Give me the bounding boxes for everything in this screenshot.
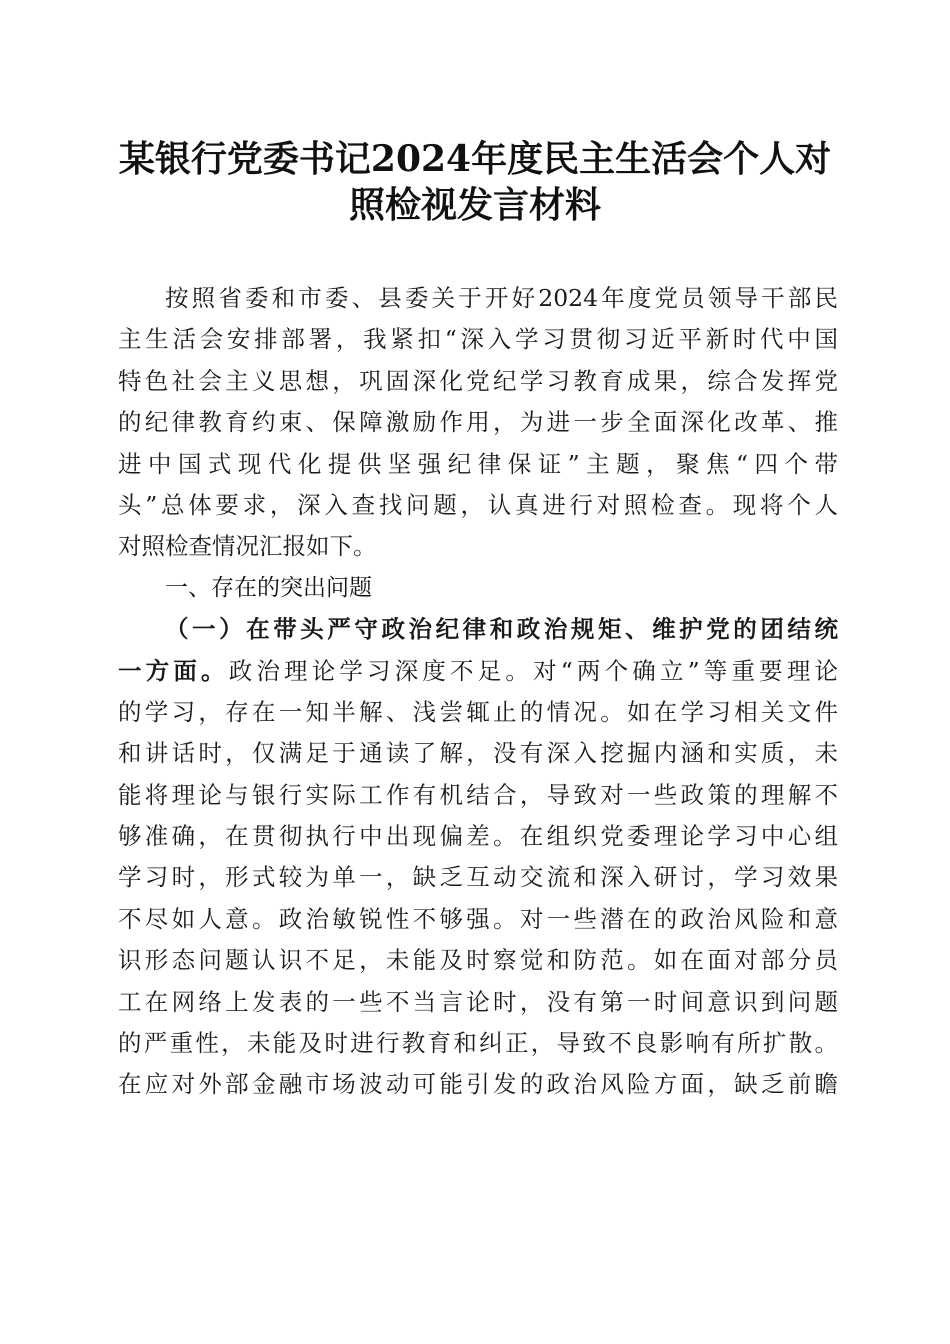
- intro-line: 进中国式现代化提供坚强纪律保证”主题，聚焦“四个带: [118, 449, 838, 478]
- body-line: 和讲话时，仅满足于通读了解，没有深入挖掘内涵和实质，未: [118, 739, 838, 768]
- intro-line: 主生活会安排部署，我紧扣“深入学习贯彻习近平新时代中国: [118, 325, 838, 354]
- body-line: 的学习，存在一知半解、浅尝辄止的情况。如在学习相关文件: [118, 697, 838, 726]
- body-line: 够准确，在贯彻执行中出现偏差。在组织党委理论学习中心组: [118, 822, 838, 851]
- intro-line: 特色社会主义思想，巩固深化党纪学习教育成果，综合发挥党: [118, 366, 838, 395]
- body-line: 的严重性，未能及时进行教育和纠正，导致不良影响有所扩散。: [118, 1029, 838, 1058]
- intro-line: 按照省委和市委、县委关于开好2024年度党员领导干部民: [165, 284, 838, 312]
- intro-line: 的纪律教育约束、保障激励作用，为进一步全面深化改革、推: [118, 408, 838, 437]
- title-line-1: 某银行党委书记2024年度民主生活会个人对: [118, 138, 832, 180]
- body-line: 识形态问题认识不足，未能及时察觉和防范。如在面对部分员: [118, 946, 838, 975]
- body-line: 不尽如人意。政治敏锐性不够强。对一些潜在的政治风险和意: [118, 904, 838, 933]
- subsection-heading: （一）在带头严守政治纪律和政治规矩、维护党的团结统: [165, 615, 838, 644]
- intro-line: 头”总体要求，深入查找问题，认真进行对照检查。现将个人: [118, 490, 838, 519]
- document-body: [118, 278, 838, 1106]
- subsection-heading-end: 一方面。: [118, 656, 229, 685]
- body-line: 能将理论与银行实际工作有机结合，导致对一些政策的理解不: [118, 780, 838, 809]
- body-line: 学习时，形式较为单一，缺乏互动交流和深入研讨，学习效果: [118, 863, 838, 892]
- title-line-2: 照检视发言材料: [348, 184, 601, 226]
- document-title: [100, 136, 850, 228]
- section-heading: 一、存在的突出问题: [165, 574, 372, 601]
- subsection-line: [118, 651, 838, 692]
- body-line: 工在网络上发表的一些不当言论时，没有第一时间意识到问题: [118, 987, 838, 1016]
- intro-line: 对照检查情况汇报如下。: [118, 532, 377, 561]
- subsection-text: 政治理论学习深度不足。对“两个确立”等重要理论: [228, 656, 838, 685]
- body-line: 在应对外部金融市场波动可能引发的政治风险方面，缺乏前瞻: [118, 1070, 838, 1099]
